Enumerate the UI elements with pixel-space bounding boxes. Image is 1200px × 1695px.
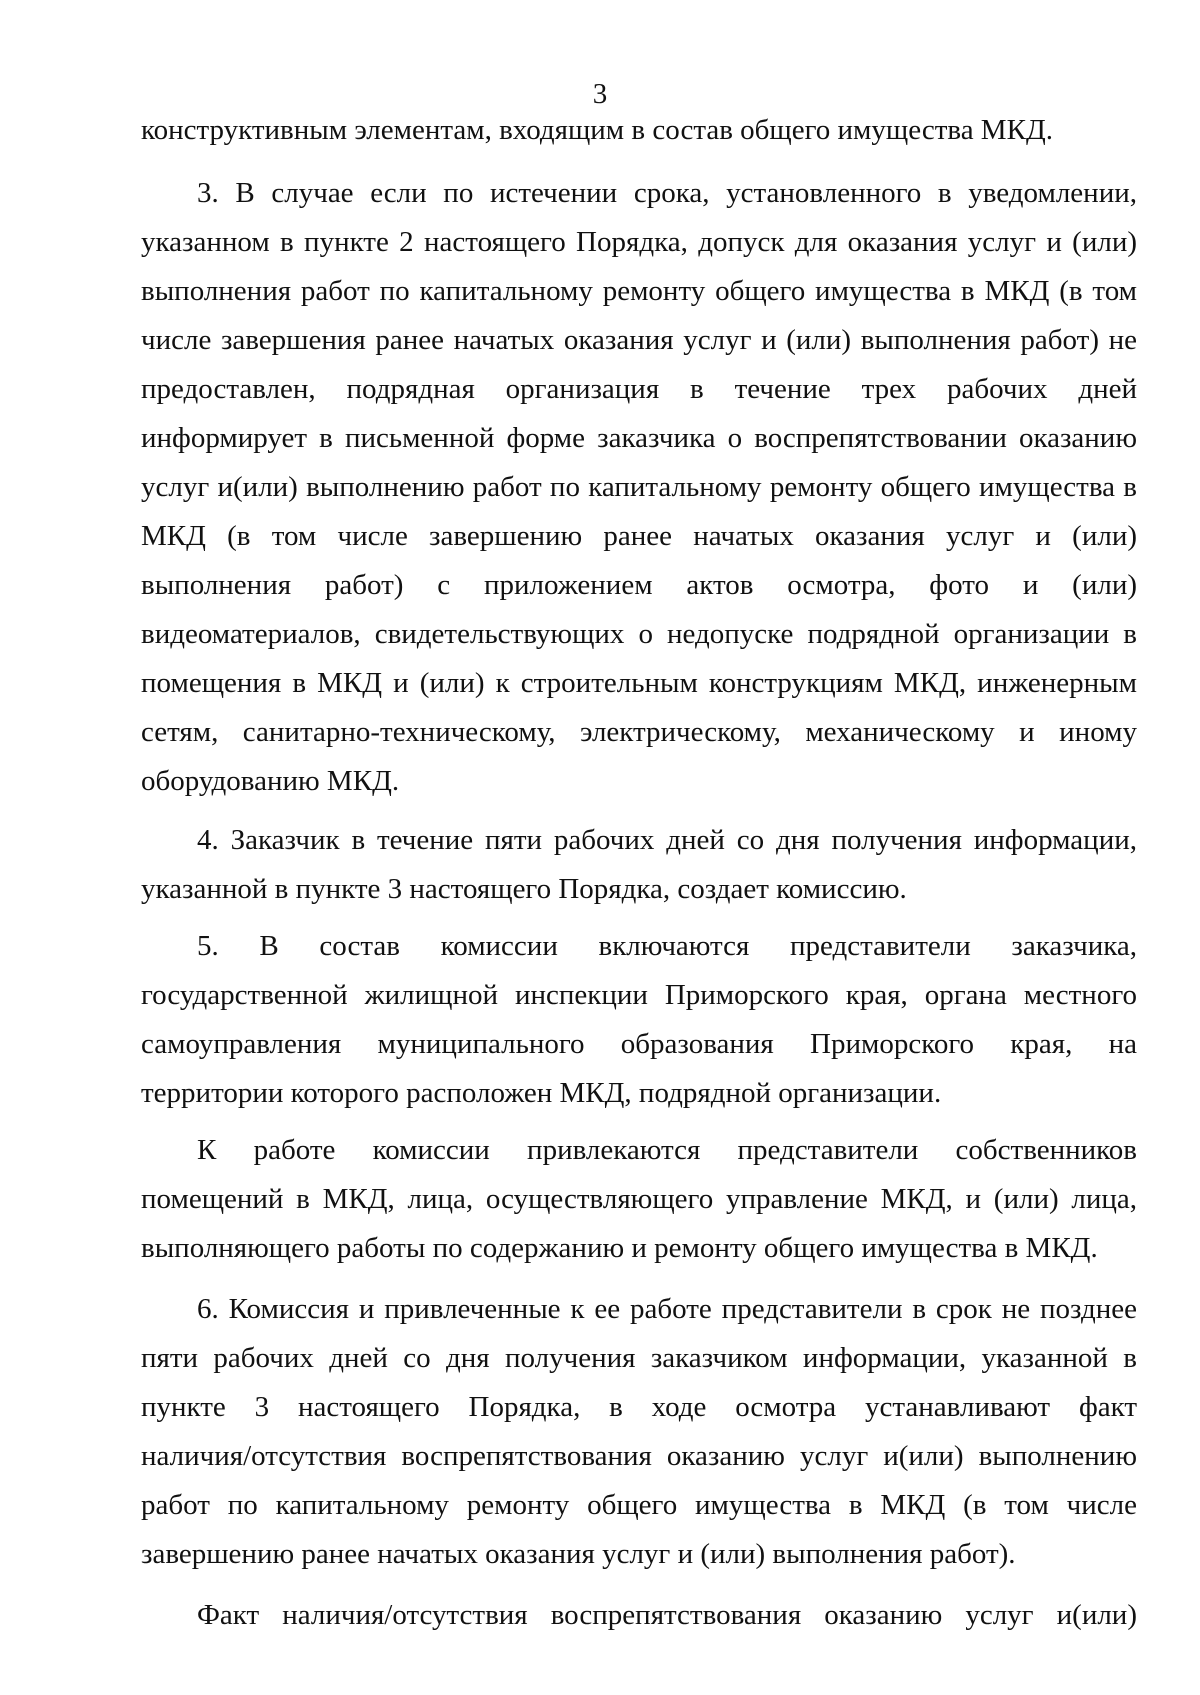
text-line: выполнения работ) с приложением актов осмотра, фото и (или) bbox=[141, 569, 1137, 601]
text-line: видеоматериалов, свидетельствующих о недопуске подрядной организации в bbox=[141, 618, 1137, 650]
text-line: работ по капитальному ремонту общего имущества в МКД (в том числе bbox=[141, 1489, 1137, 1521]
text-line: указанном в пункте 2 настоящего Порядка, допуск для оказания услуг и (или) bbox=[141, 226, 1137, 258]
text-line: пяти рабочих дней со дня получения заказчиком информации, указанной в bbox=[141, 1342, 1137, 1374]
text-line: наличия/отсутствия воспрепятствования оказанию услуг и(или) выполнению bbox=[141, 1440, 1137, 1472]
text-line: К работе комиссии привлекаются представители собственников bbox=[197, 1134, 1137, 1166]
text-line: указанной в пункте 3 настоящего Порядка, создает комиссию. bbox=[141, 873, 907, 905]
text-line: государственной жилищной инспекции Приморского края, органа местного bbox=[141, 979, 1137, 1011]
document-body bbox=[141, 106, 1137, 1640]
text-line: самоуправления муниципального образования Приморского края, на bbox=[141, 1028, 1137, 1060]
text-line: 6. Комиссия и привлеченные к ее работе представители в срок не позднее bbox=[197, 1293, 1137, 1325]
text-line: услуг и(или) выполнению работ по капитальному ремонту общего имущества в bbox=[141, 471, 1137, 503]
text-line: сетям, санитарно-техническому, электрическому, механическому и иному bbox=[141, 716, 1137, 748]
text-line: помещения в МКД и (или) к строительным конструкциям МКД, инженерным bbox=[141, 667, 1137, 699]
text-line: предоставлен, подрядная организация в течение трех рабочих дней bbox=[141, 373, 1137, 405]
text-line: территории которого расположен МКД, подрядной организации. bbox=[141, 1077, 942, 1109]
text-line: 4. Заказчик в течение пяти рабочих дней со дня получения информации, bbox=[197, 824, 1137, 856]
page-number: 3 bbox=[592, 78, 608, 110]
text-line: завершению ранее начатых оказания услуг и (или) выполнения работ). bbox=[141, 1538, 1016, 1570]
text-line: Факт наличия/отсутствия воспрепятствования оказанию услуг и(или) bbox=[197, 1599, 1137, 1631]
text-line: конструктивным элементам, входящим в состав общего имущества МКД. bbox=[141, 114, 1053, 146]
text-line: 3. В случае если по истечении срока, установленного в уведомлении, bbox=[197, 177, 1137, 209]
text-line: помещений в МКД, лица, осуществляющего управление МКД, и (или) лица, bbox=[141, 1183, 1137, 1215]
text-line: оборудованию МКД. bbox=[141, 765, 400, 797]
text-line: выполнения работ по капитальному ремонту общего имущества в МКД (в том bbox=[141, 275, 1137, 307]
text-line: числе завершения ранее начатых оказания услуг и (или) выполнения работ) не bbox=[141, 324, 1137, 356]
text-line: МКД (в том числе завершению ранее начатых оказания услуг и (или) bbox=[141, 520, 1137, 552]
text-line: 5. В состав комиссии включаются представители заказчика, bbox=[197, 930, 1137, 962]
text-line: пункте 3 настоящего Порядка, в ходе осмотра устанавливают факт bbox=[141, 1391, 1137, 1423]
text-line: выполняющего работы по содержанию и ремонту общего имущества в МКД. bbox=[141, 1232, 1098, 1264]
text-line: информирует в письменной форме заказчика о воспрепятствовании оказанию bbox=[141, 422, 1137, 454]
